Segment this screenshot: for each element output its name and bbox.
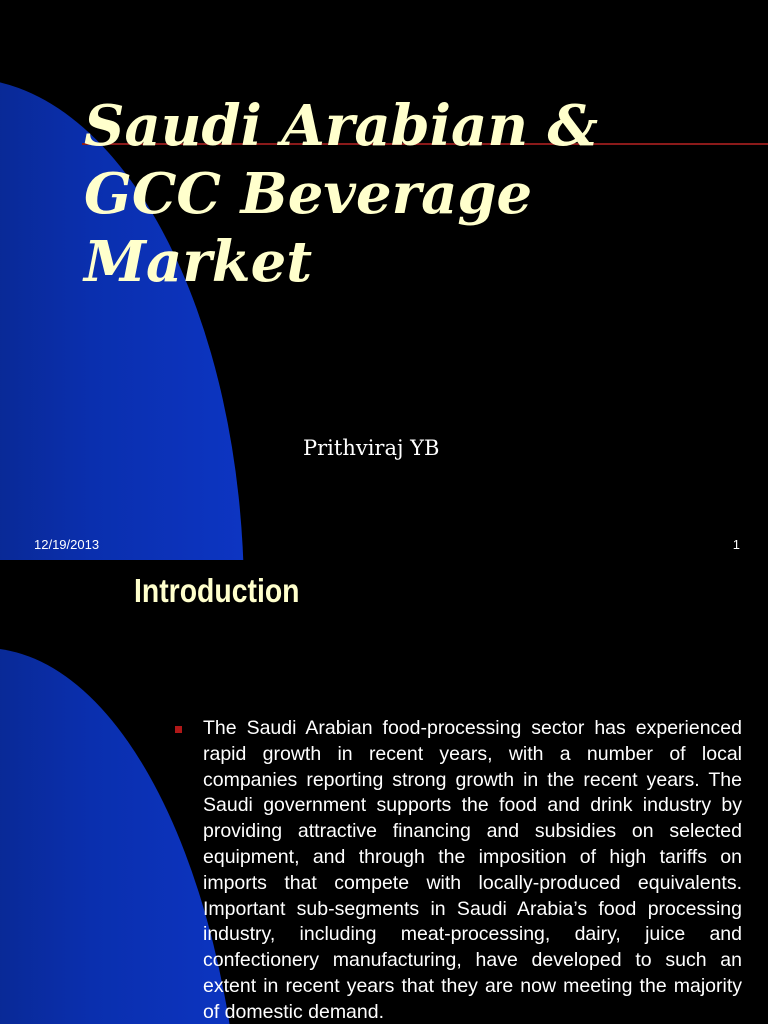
square-bullet-icon <box>175 726 182 733</box>
introduction-slide <box>0 560 768 1024</box>
bullet-text: The Saudi Arabian food-processing sector has experienced rapid growth in recent years, with a number of local companies reporting strong growth in the recent years. The Saudi government supports the food and drink industry by providing attractive financing and subsidies on selected equipment, and through the imposition of high tariffs on imports that compete with locally-produced equivalents. Important sub-segments in Saudi Arabia’s food processing industry, including meat-processing, dairy, juice and confectionery manufacturing, have developed to such an extent in recent years that they are now meeting the majority of domestic demand. <box>203 717 742 1023</box>
slide-heading: Introduction <box>134 572 300 609</box>
slide-title: Saudi Arabian & GCC Beverage Market <box>84 93 599 295</box>
footer-page-number: 1 <box>732 537 740 552</box>
footer-date: 12/19/2013 <box>34 537 100 552</box>
bullet-item <box>170 716 742 1024</box>
author-name: Prithviraj YB <box>303 436 440 460</box>
bullet-list <box>170 716 742 1024</box>
